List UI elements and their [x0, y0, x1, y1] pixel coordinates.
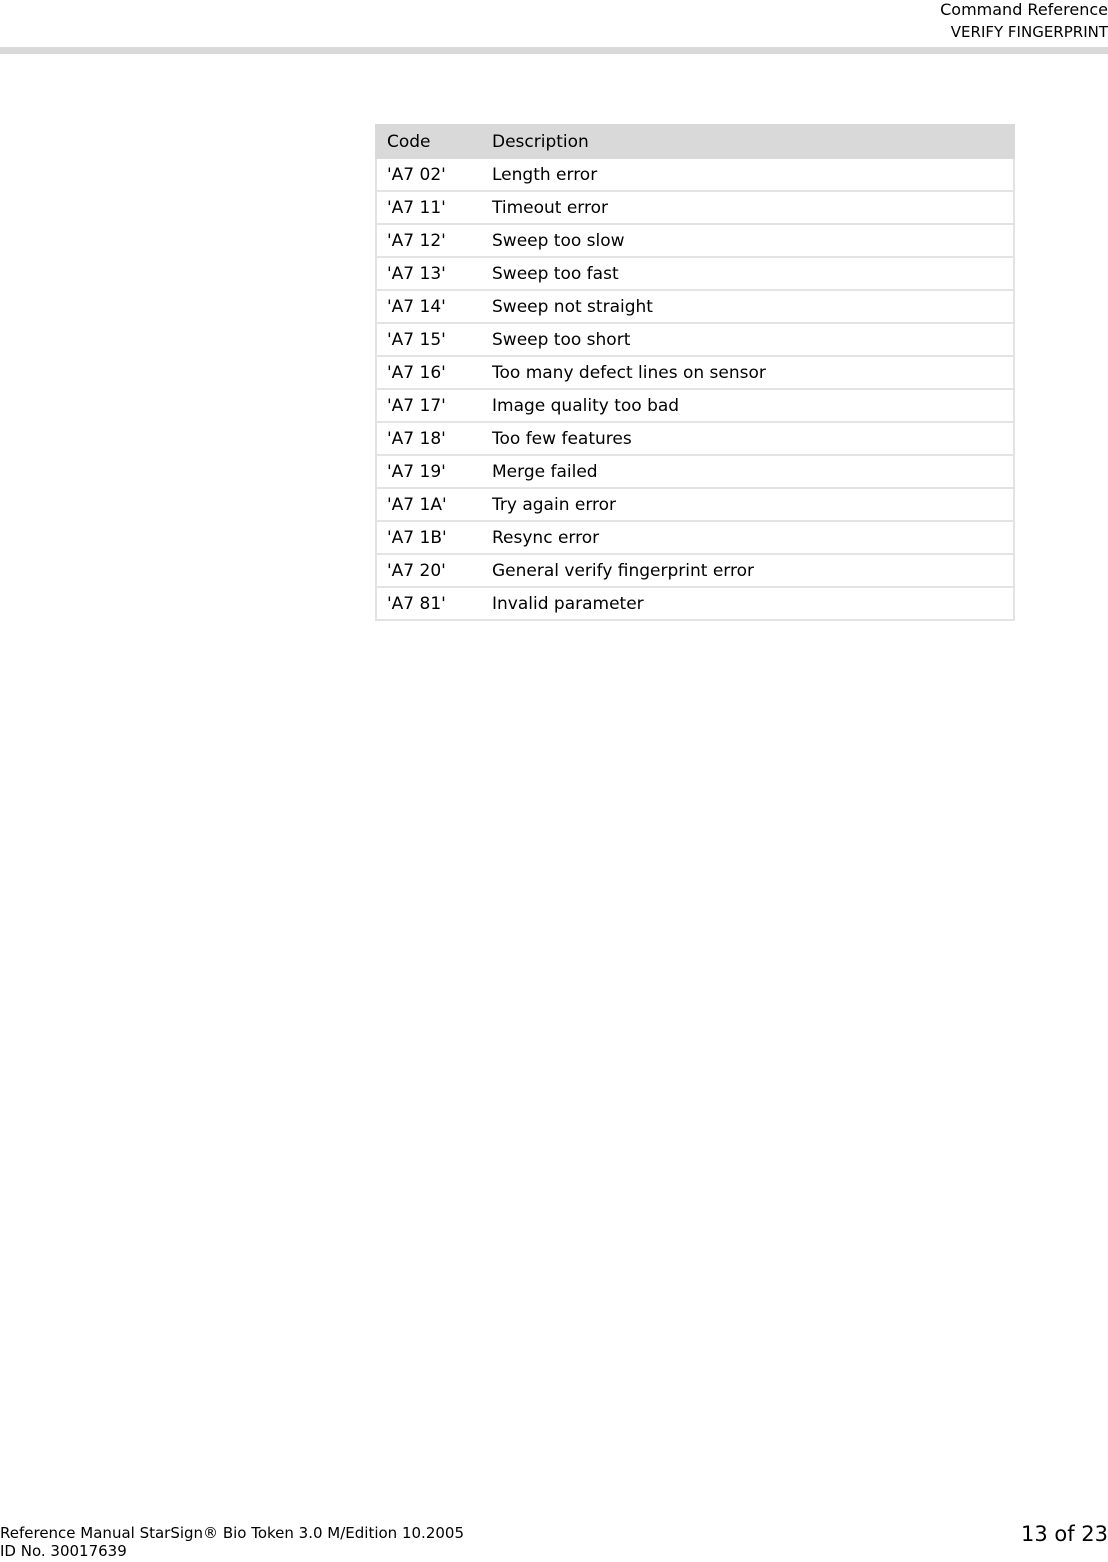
footer-manual-title: Reference Manual StarSign® Bio Token 3.0 M/Edition 10.2005 [0, 1524, 464, 1542]
error-code-cell: 'A7 16' [376, 356, 482, 389]
header-divider [0, 47, 1108, 54]
page-footer-info [0, 1524, 464, 1560]
header-subtitle: VERIFY FINGERPRINT [950, 23, 1108, 41]
error-description-cell: General verify fingerprint error [482, 554, 1014, 587]
error-description-cell: Invalid parameter [482, 587, 1014, 620]
error-description-cell: Image quality too bad [482, 389, 1014, 422]
error-description-cell: Sweep too slow [482, 224, 1014, 257]
error-code-cell: 'A7 1A' [376, 488, 482, 521]
error-code-cell: 'A7 20' [376, 554, 482, 587]
column-header-description: Description [482, 125, 1014, 158]
error-description-cell: Sweep not straight [482, 290, 1014, 323]
footer-id-number: ID No. 30017639 [0, 1542, 127, 1560]
table-row [376, 422, 1014, 455]
error-description-cell: Sweep too fast [482, 257, 1014, 290]
table-header-row [376, 125, 1014, 158]
error-code-cell: 'A7 81' [376, 587, 482, 620]
error-code-cell: 'A7 12' [376, 224, 482, 257]
table-row [376, 191, 1014, 224]
table-row [376, 554, 1014, 587]
error-code-cell: 'A7 17' [376, 389, 482, 422]
page-number: 13 of 23 [1020, 1522, 1108, 1546]
error-description-cell: Resync error [482, 521, 1014, 554]
error-code-cell: 'A7 14' [376, 290, 482, 323]
table-row [376, 158, 1014, 191]
error-code-table [375, 124, 1015, 621]
error-code-cell: 'A7 13' [376, 257, 482, 290]
error-code-cell: 'A7 02' [376, 158, 482, 191]
table-row [376, 290, 1014, 323]
table-row [376, 521, 1014, 554]
error-description-cell: Length error [482, 158, 1014, 191]
table-row [376, 389, 1014, 422]
column-header-code: Code [376, 125, 482, 158]
error-description-cell: Try again error [482, 488, 1014, 521]
table-row [376, 323, 1014, 356]
error-description-cell: Timeout error [482, 191, 1014, 224]
header-title: Command Reference [940, 0, 1108, 19]
error-description-cell: Too many defect lines on sensor [482, 356, 1014, 389]
page-header [940, 0, 1108, 42]
error-description-cell: Merge failed [482, 455, 1014, 488]
table-row [376, 488, 1014, 521]
table-row [376, 257, 1014, 290]
table-row [376, 356, 1014, 389]
error-code-cell: 'A7 19' [376, 455, 482, 488]
table-row [376, 224, 1014, 257]
table-row [376, 455, 1014, 488]
table-row [376, 587, 1014, 620]
error-description-cell: Sweep too short [482, 323, 1014, 356]
error-code-cell: 'A7 15' [376, 323, 482, 356]
error-code-cell: 'A7 1B' [376, 521, 482, 554]
error-description-cell: Too few features [482, 422, 1014, 455]
error-code-cell: 'A7 11' [376, 191, 482, 224]
error-code-cell: 'A7 18' [376, 422, 482, 455]
